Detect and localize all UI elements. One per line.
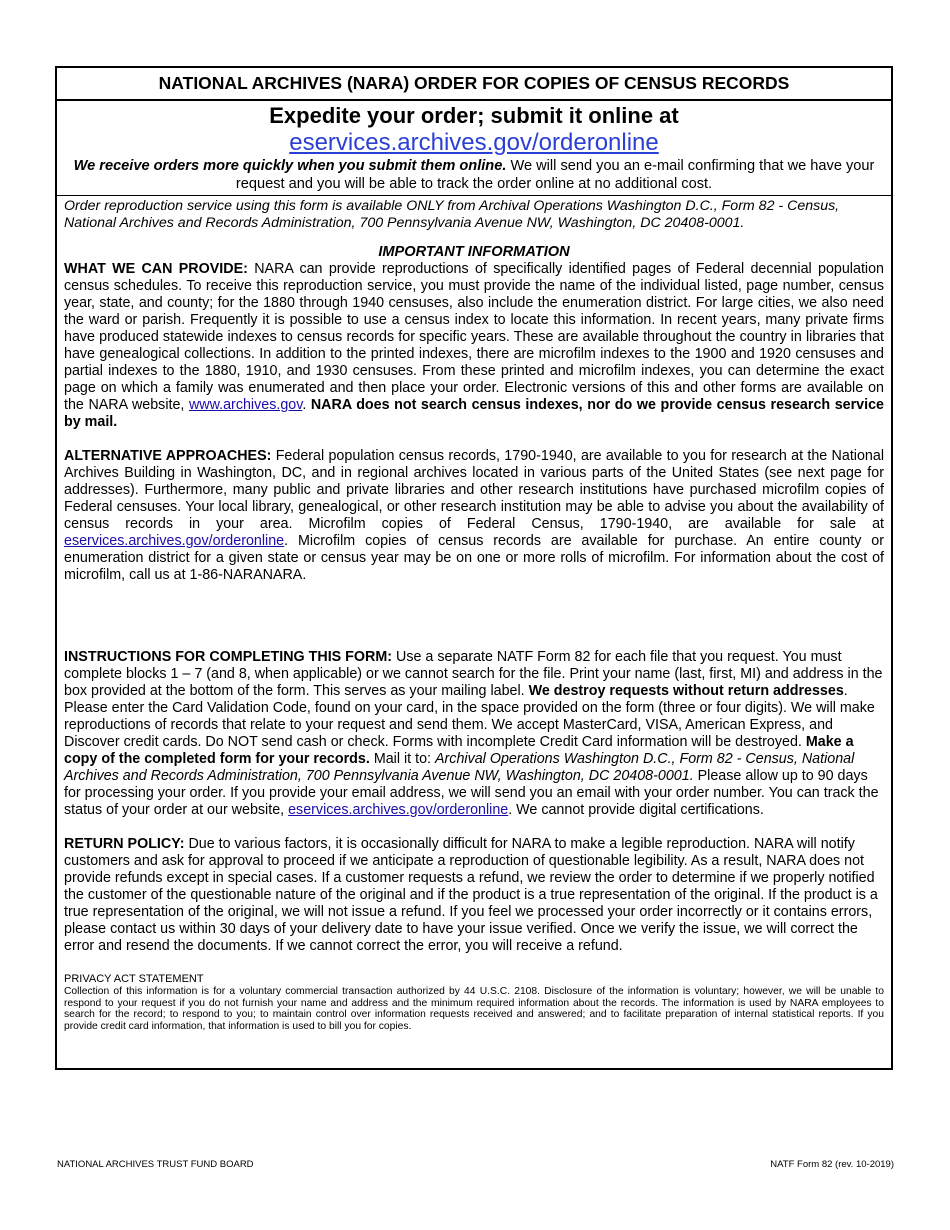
what-bold-tail: NARA does not search census indexes, nor do we provide census research service by mail.: [64, 397, 884, 430]
return-policy-label: RETURN POLICY:: [64, 836, 185, 852]
form-content: [57, 198, 891, 1032]
instructions-bold-1: We destroy requests without return addresses: [528, 683, 844, 699]
instructions-order-link[interactable]: eservices.archives.gov/orderonline: [288, 802, 509, 818]
instructions-mail-address: Archival Operations Washington D.C., Form 82 - Census, National Archives and Records Administration, 700 Pennsylvania Avenue NW, Washington, DC 20408-0001.: [64, 751, 855, 784]
return-policy: [64, 836, 884, 955]
instructions-text-2: . Please enter the Card Validation Code, found on your card, in the space provided on the form (three or four digits). We will make reproductions of records that relate to your request and send them. We accept MasterCard, VISA, American Express, and Discover credit cards. Do NOT send cash or check. Forms with incomplete Credit Card information will be destroyed.: [64, 683, 875, 750]
form-frame: [55, 66, 893, 1070]
form-title: NATIONAL ARCHIVES (NARA) ORDER FOR COPIES OF CENSUS RECORDS: [57, 68, 891, 101]
important-heading: IMPORTANT INFORMATION: [378, 244, 570, 260]
instructions-text-5: . We cannot provide digital certifications.: [508, 802, 764, 818]
alternative-text: Federal population census records, 1790-1940, are available to you for research at the National Archives Building in Washington, DC, and in regional archives located in various parts of the United States (see next page for addresses). Furthermore, many public and private libraries and other research institutions have purchased microfilm copies of Federal censuses. Your local library, genealogical, or other research institution may be able to advise you about the availability of census records in your area. Microfilm copies of Federal Census, 1790-1940, are available for sale at: [64, 448, 885, 532]
footer-board: NATIONAL ARCHIVES TRUST FUND BOARD: [57, 1159, 254, 1170]
order-online-link[interactable]: eservices.archives.gov/orderonline: [289, 129, 659, 156]
online-note: [63, 157, 885, 193]
what-label: WHAT WE CAN PROVIDE:: [64, 261, 248, 277]
return-policy-text: Due to various factors, it is occasionally difficult for NARA to make a legible reproduction. NARA will notify customers and ask for approval to proceed if we anticipate a reproduction of questionable legibility. As a result, NARA does not provide refunds except in special cases. If a customer requests a refund, we review the order to determine if we properly notified the customer of the questionable nature of the original and if the product is a true representation of the original. If the product is a true representation of the original, we will not issue a refund. If you feel we processed your order incorrectly or it contains errors, please contact us within 30 days of your delivery date to have your issue verified. Once we verify the issue, we will correct the error and resend the documents. If we cannot correct the error, you will receive a refund.: [64, 836, 878, 954]
online-url: [63, 129, 885, 157]
expedite-heading: Expedite your order; submit it online at: [269, 103, 679, 128]
what-text: NARA can provide reproductions of specifically identified pages of Federal decennial population census schedules. To receive this reproduction service, you must provide the name of the individual listed, page number, census year, state, and county; for the 1880 through 1940 censuses, also include the enumeration district. For large cities, we also need the ward or parish. Frequently it is possible to use a census index to locate this information. In recent years, many private firms have produced statewide indexes to census records for specific years. These are available throughout the country in libraries that have genealogical collections. In addition to the printed indexes, there are microfilm indexes to the 1900 and 1920 censuses and partial indexes to the 1880, 1910, and 1930 censuses. From these printed and microfilm indexes, you can determine the exact page on which a family was enumerated and then place your order. Electronic versions of this and other forms are available on the NARA website,: [64, 261, 884, 413]
archives-link[interactable]: www.archives.gov: [188, 397, 303, 413]
alternative-after-link: . Microfilm copies of census records are available for purchase. An entire county or enumeration district for a given state or census year may be on one or more rolls of microfilm. For information about the cost of microfilm, call us at 1-86-NARANARA.: [64, 533, 884, 583]
online-note-text: We will send you an e-mail confirming that we have your request and you will be able to track the order online at no additional cost.: [235, 158, 875, 192]
what-we-can-provide: [64, 261, 884, 431]
footer-form-number: NATF Form 82 (rev. 10-2019): [770, 1159, 894, 1170]
instructions-text-1: Use a separate NATF Form 82 for each file that you request. You must complete blocks 1 – 7 (and 8, when applicable) or we cannot search for the file. Print your name (last, first, MI) and address in the box provided at the bottom of the form. This serves as your mailing label.: [64, 649, 883, 699]
order-note: Order reproduction service using this form is available ONLY from Archival Operations Washington D.C., Form 82 - Census, National Archives and Records Administration, 700 Pennsylvania Avenue NW, Washington, DC 20408-0001.: [64, 198, 840, 231]
instructions-text-4: Please allow up to 90 days for processing your order. If you provide your email address, we will send you an email with your order number. You can track the status of your order at our website,: [64, 768, 879, 818]
what-after-link: .: [302, 397, 311, 413]
privacy-heading: PRIVACY ACT STATEMENT: [64, 973, 204, 985]
alternative-approaches: [64, 448, 884, 584]
alternative-label: ALTERNATIVE APPROACHES:: [64, 448, 272, 464]
instructions-text-3: Mail it to:: [369, 751, 435, 767]
instructions-label: INSTRUCTIONS FOR COMPLETING THIS FORM:: [64, 649, 393, 665]
instructions: [64, 649, 884, 819]
online-order-box: [57, 103, 891, 196]
instructions-bold-2: Make a copy of the completed form for your records.: [64, 734, 854, 767]
alternative-order-link[interactable]: eservices.archives.gov/orderonline: [64, 533, 285, 549]
online-note-bold: We receive orders more quickly when you submit them online.: [73, 158, 507, 174]
privacy-text: Collection of this information is for a voluntary commercial transaction authorized by 44 U.S.C. 2108. Disclosure of the information is voluntary; however, we will be unable to respond to your request if you do not furnish your name and address and the minimum required information about the records. The information is used by NARA employees to search for the record; to respond to you; to maintain control over information requests received and answered; and to facilitate preparation of internal statistical reports. If you provide credit card information, that information is used to bill you for copies.: [64, 986, 884, 1032]
